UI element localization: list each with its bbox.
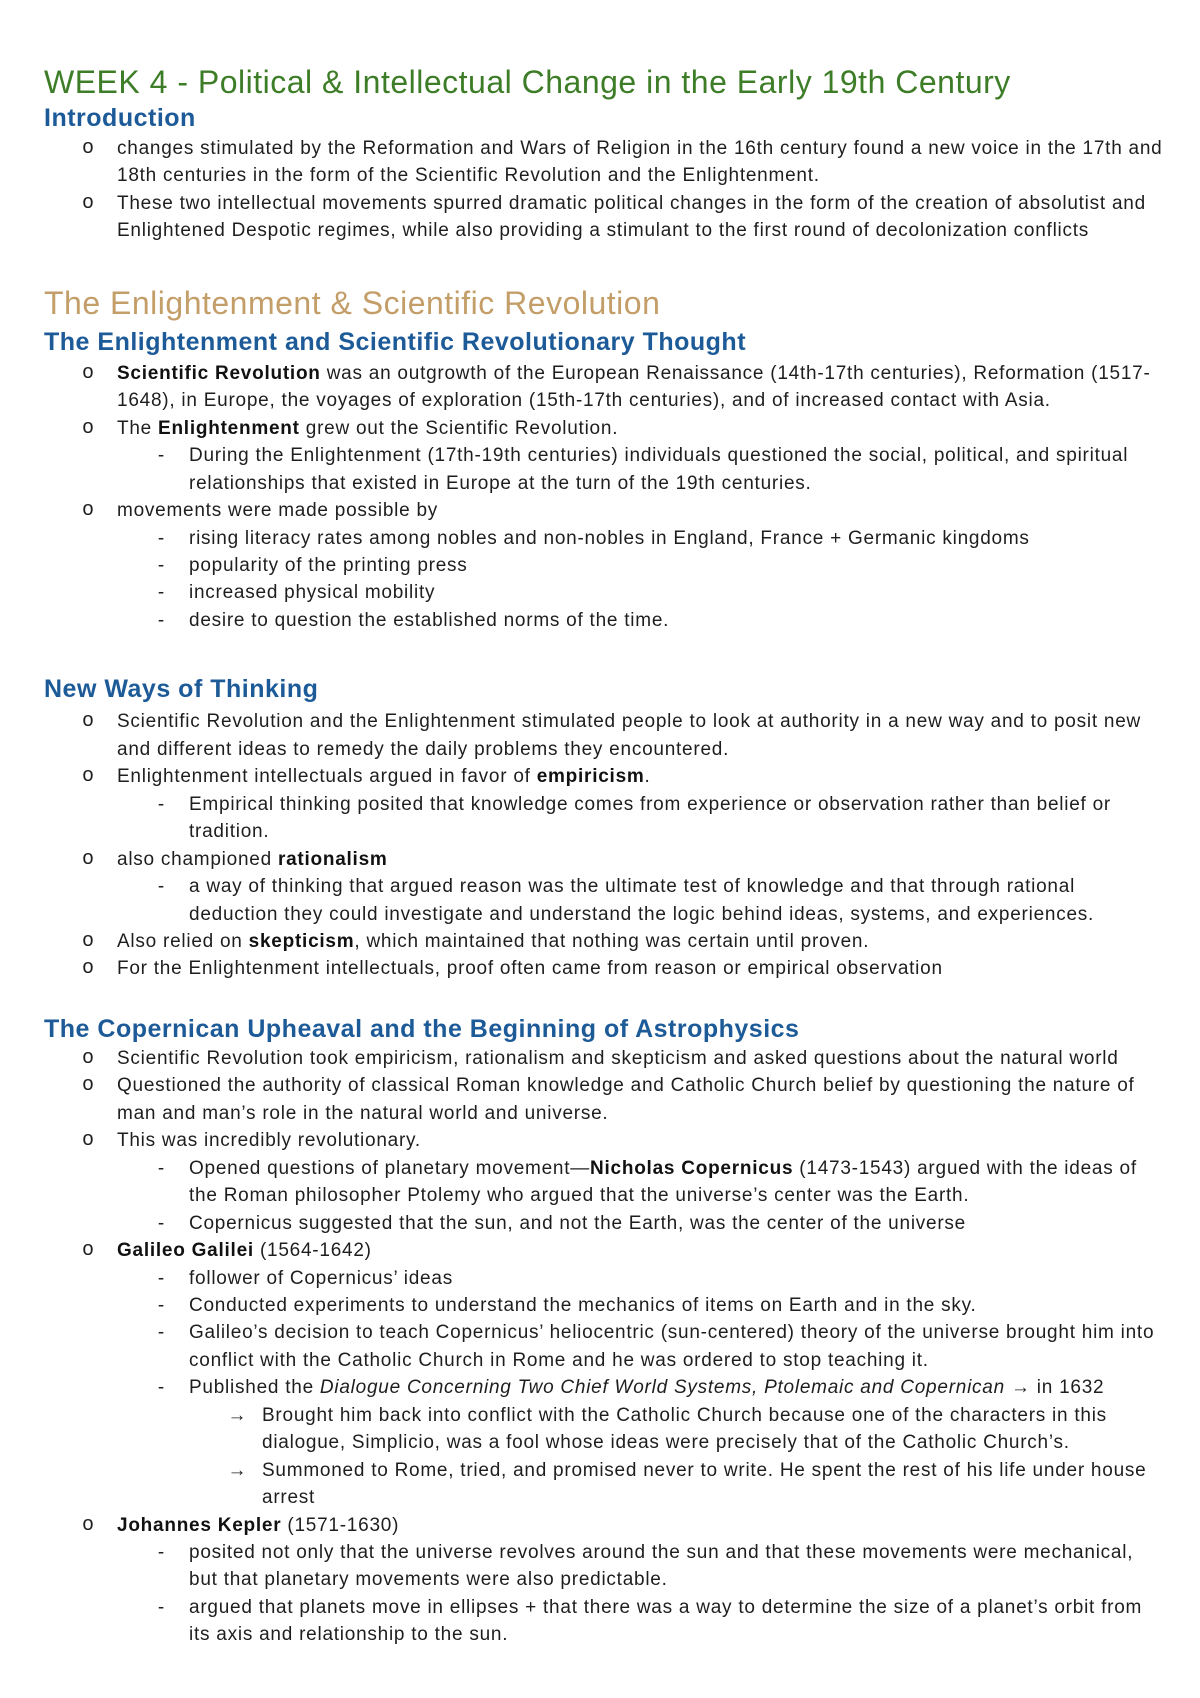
list-item <box>0 708 1200 763</box>
sub-list-item <box>0 1265 1200 1292</box>
dash-bullet-icon: - <box>157 1212 165 1234</box>
item-text: Copernicus suggested that the sun, and not the Earth, was the center of the universe <box>189 1212 967 1234</box>
item-text: For the Enlightenment intellectuals, proof often came from reason or empirical observation <box>117 958 943 980</box>
sub-list-item <box>0 579 1200 606</box>
item-text: The <box>117 417 159 439</box>
item-text: was an outgrowth of the European Renaissance (14th-17th centuries), Reformation (1517-1648), in Europe, the voyages of exploration (15th-17th centuries), and of increased contact with Asia. <box>117 362 1151 412</box>
dash-bullet-icon: - <box>157 1294 165 1316</box>
list-item <box>0 1512 1200 1539</box>
sub-sub-list-item <box>0 1457 1200 1512</box>
item-text: argued that planets move in ellipses + that there was a way to determine the size of a planet’s orbit from its axis and relationship to the sun. <box>189 1596 1143 1646</box>
page-title: WEEK 4 - Political & Intellectual Change in the Early 19th Century <box>44 64 1011 100</box>
list-item <box>0 1237 1200 1264</box>
circle-bullet-icon: o <box>81 1074 94 1098</box>
list-item <box>0 1127 1200 1154</box>
bullet-list <box>0 1045 1200 1649</box>
item-text: → in 1632 <box>1004 1377 1105 1399</box>
circle-bullet-icon: o <box>81 137 94 160</box>
list-item <box>0 497 1200 524</box>
dash-bullet-icon: - <box>157 609 165 631</box>
dash-bullet-icon: - <box>157 1157 165 1179</box>
item-text: (1473-1543) argued with the ideas of the Roman philosopher Ptolemy who argued that the universe’s center was the Earth. <box>189 1157 1137 1207</box>
item-text: increased physical mobility <box>189 582 436 604</box>
sub-list-item <box>0 873 1200 928</box>
key-term: Enlightenment <box>158 417 300 439</box>
item-text: Summoned to Rome, tried, and promised never to write. He spent the rest of his life under house arrest <box>262 1459 1147 1509</box>
item-text: (1564-1642) <box>253 1240 372 1262</box>
item-text: (1571-1630) <box>281 1514 400 1536</box>
sub-list-item <box>0 1319 1200 1374</box>
dash-bullet-icon: - <box>157 445 165 467</box>
section-heading: New Ways of Thinking <box>44 675 319 704</box>
bullet-list <box>0 708 1200 983</box>
circle-bullet-icon: o <box>81 957 94 981</box>
key-term: skepticism <box>248 930 355 952</box>
sub-list-item <box>0 1374 1200 1401</box>
dash-bullet-icon: - <box>157 1542 165 1564</box>
key-term: Nicholas Copernicus <box>590 1157 794 1179</box>
sub-list-item <box>0 607 1200 634</box>
item-text: desire to question the established norms of the time. <box>189 609 670 631</box>
section-introduction <box>0 103 1200 245</box>
item-text: Questioned the authority of classical Roman knowledge and Catholic Church belief by questioning the nature of man and man’s role in the natural world and universe. <box>117 1075 1135 1124</box>
item-text: rising literacy rates among nobles and non-nobles in England, France + Germanic kingdoms <box>189 527 1030 549</box>
key-term: Galileo Galilei <box>117 1240 254 1262</box>
sub-list-item <box>0 1292 1200 1319</box>
item-text: This was incredibly revolutionary. <box>117 1130 421 1152</box>
key-term: Johannes Kepler <box>117 1514 282 1536</box>
list-item <box>0 190 1200 245</box>
item-text: , which maintained that nothing was certain until proven. <box>354 930 870 952</box>
list-item <box>0 415 1200 442</box>
bullet-list <box>0 360 1200 635</box>
sub-sub-list-item <box>0 1402 1200 1457</box>
item-text: follower of Copernicus’ ideas <box>189 1267 453 1289</box>
item-text: movements were made possible by <box>117 500 439 522</box>
key-term: Scientific Revolution <box>117 362 321 384</box>
dash-bullet-icon: - <box>157 1596 165 1618</box>
item-text: Opened questions of planetary movement— <box>189 1157 591 1179</box>
arrow-bullet-icon: → <box>227 1459 247 1481</box>
circle-bullet-icon: o <box>81 1046 94 1070</box>
item-text: Scientific Revolution took empiricism, rationalism and skepticism and asked questions about the natural world <box>117 1047 1119 1069</box>
sub-list-item <box>0 525 1200 552</box>
section-new-ways-of-thinking <box>0 674 1200 983</box>
list-item <box>0 1045 1200 1072</box>
sub-list-item <box>0 1594 1200 1649</box>
dash-bullet-icon: - <box>157 876 165 898</box>
circle-bullet-icon: o <box>81 929 94 953</box>
circle-bullet-icon: o <box>81 710 94 734</box>
dash-bullet-icon: - <box>157 1322 165 1344</box>
section-copernican-upheaval <box>0 1014 1200 1649</box>
list-item <box>0 955 1200 982</box>
list-item <box>0 135 1200 190</box>
work-title: Dialogue Concerning Two Chief World Systems, Ptolemaic and Copernican <box>319 1377 1005 1399</box>
circle-bullet-icon: o <box>81 847 94 871</box>
item-text: also championed <box>117 848 278 870</box>
list-item <box>0 928 1200 955</box>
list-item <box>0 360 1200 415</box>
circle-bullet-icon: o <box>81 1129 94 1153</box>
item-text: Empirical thinking posited that knowledge comes from experience or observation rather than belief or tradition. <box>189 793 1112 843</box>
item-text: Brought him back into conflict with the Catholic Church because one of the characters in this dialogue, Simplicio, was a fool whose ideas were precisely that of the Catholic Church’s. <box>262 1404 1107 1454</box>
dash-bullet-icon: - <box>157 582 165 604</box>
item-text: . <box>644 766 651 788</box>
section-heading: The Copernican Upheaval and the Beginning of Astrophysics <box>44 1014 800 1043</box>
bullet-list <box>0 135 1200 245</box>
item-text: Scientific Revolution and the Enlightenment stimulated people to look at authority in a new way and to posit new and different ideas to remedy the daily problems they encountered. <box>117 711 1142 760</box>
circle-bullet-icon: o <box>81 1513 94 1537</box>
sub-list-item <box>0 552 1200 579</box>
dash-bullet-icon: - <box>157 1267 165 1289</box>
sub-list-item <box>0 1155 1200 1210</box>
circle-bullet-icon: o <box>81 765 94 789</box>
circle-bullet-icon: o <box>81 416 94 440</box>
key-term: empiricism <box>536 766 645 788</box>
dash-bullet-icon: - <box>157 527 165 549</box>
item-text: Conducted experiments to understand the mechanics of items on Earth and in the sky. <box>189 1294 977 1316</box>
sub-list-item <box>0 1539 1200 1594</box>
sub-list-item <box>0 791 1200 846</box>
arrow-bullet-icon: → <box>227 1404 247 1426</box>
circle-bullet-icon: o <box>81 499 94 523</box>
circle-bullet-icon: o <box>81 361 94 385</box>
list-item <box>0 763 1200 790</box>
circle-bullet-icon: o <box>81 191 94 215</box>
list-item <box>0 846 1200 873</box>
sub-list-item <box>0 1210 1200 1237</box>
item-text: These two intellectual movements spurred dramatic political changes in the form of the creation of absolutist and Enlightened Despotic regimes, while also providing a stimulant to the first round of decolonization conflicts <box>117 192 1146 242</box>
item-text: grew out the Scientific Revolution. <box>299 417 619 439</box>
key-term: rationalism <box>277 848 388 870</box>
list-item <box>0 1072 1200 1127</box>
section-heading: The Enlightenment and Scientific Revolutionary Thought <box>44 327 747 356</box>
item-text: changes stimulated by the Reformation and Wars of Religion in the 16th century found a new voice in the 17th and 18th centuries in the form of the Scientific Revolution and the Enlightenment. <box>117 138 1163 187</box>
item-text: popularity of the printing press <box>189 554 468 576</box>
item-text: Enlightenment intellectuals argued in favor of <box>117 766 537 788</box>
item-text: Also relied on <box>117 930 249 952</box>
dash-bullet-icon: - <box>157 793 165 815</box>
dash-bullet-icon: - <box>157 1377 165 1399</box>
sub-list-item <box>0 442 1200 497</box>
section-heading: Introduction <box>44 104 196 132</box>
section-revolutionary-thought <box>0 327 1200 635</box>
item-text: Published the <box>189 1377 320 1399</box>
item-text: a way of thinking that argued reason was the ultimate test of knowledge and that through rational deduction they could investigate and understand the logic behind ideas, systems, and experiences. <box>189 876 1095 925</box>
dash-bullet-icon: - <box>157 554 165 576</box>
item-text: During the Enlightenment (17th-19th centuries) individuals questioned the social, political, and spiritual relationships that existed in Europe at the turn of the 19th centuries. <box>189 445 1129 494</box>
item-text: posited not only that the universe revolves around the sun and that these movements were mechanical, but that planetary movements were also predictable. <box>189 1542 1134 1591</box>
part-title: The Enlightenment & Scientific Revolution <box>44 284 661 321</box>
circle-bullet-icon: o <box>81 1239 94 1263</box>
item-text: Galileo’s decision to teach Copernicus’ heliocentric (sun-centered) theory of the universe brought him into conflict with the Catholic Church in Rome and he was ordered to stop teaching it. <box>189 1322 1155 1371</box>
